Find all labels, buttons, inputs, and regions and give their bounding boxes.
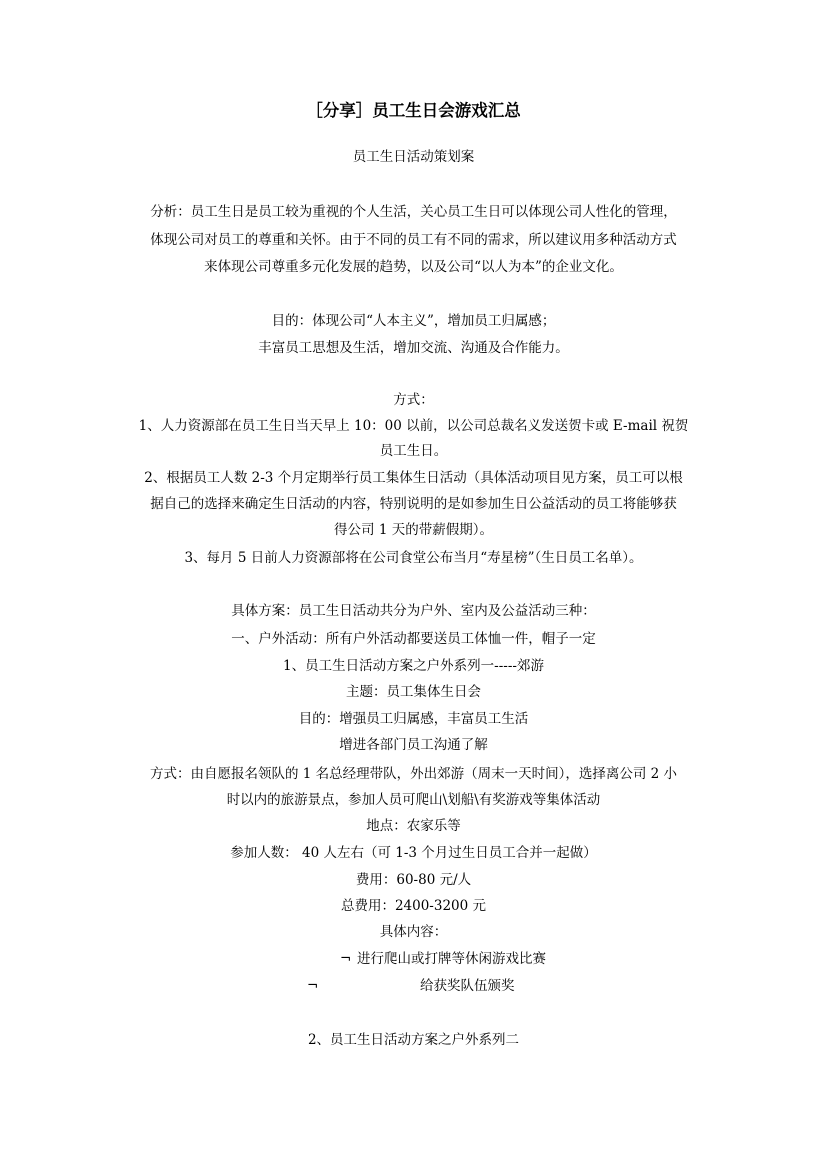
- analysis-line: 分析：员工生日是员工较为重视的个人生活，关心员工生日可以体现公司人性化的管理，: [150, 204, 677, 220]
- method-line: 得公司 1 天的带薪假期）。: [334, 522, 493, 538]
- method-line: 1、人力资源部在员工生日当天早上 10：00 以前，以公司总裁名义发送贺卡或 E-mail 祝贺: [138, 418, 689, 434]
- method-heading: 方式：: [393, 392, 434, 408]
- analysis-line: 来体现公司尊重多元化发展的趋势，以及公司“以人为本”的企业文化。: [204, 259, 623, 275]
- purpose-line: 目的：体现公司“人本主义”，增加员工归属感；: [271, 313, 556, 329]
- analysis-line: 体现公司对员工的尊重和关怀。由于不同的员工有不同的需求，所以建议用多种活动方式: [150, 232, 677, 248]
- method-line: 员工生日。: [379, 443, 448, 459]
- plan-line: 一、户外活动：所有户外活动都要送员工体恤一件，帽子一定: [231, 631, 596, 647]
- method-line: 据自己的选择来确定生日活动的内容，特别说明的是如参加生日公益活动的员工将能够获: [150, 496, 677, 512]
- plan-line: 地点：农家乐等: [366, 818, 461, 834]
- section-heading: 2、员工生日活动方案之户外系列二: [307, 1032, 520, 1048]
- plan-line: 具体方案：员工生日活动共分为户外、室内及公益活动三种：: [231, 603, 596, 619]
- plan-line: 费用：60-80 元/人: [355, 872, 472, 888]
- plan-line: 具体内容：: [379, 924, 448, 940]
- plan-line: 主题：员工集体生日会: [346, 684, 481, 700]
- plan-line: 时以内的旅游景点，参加人员可爬山\划船\有奖游戏等集体活动: [226, 792, 601, 808]
- list-item-text: 给获奖队伍颁奖: [420, 978, 515, 994]
- bullet-mark: ¬: [340, 951, 352, 967]
- document-title: ［分享］员工生日会游戏汇总: [306, 101, 521, 120]
- plan-line: 参加人数： 40 人左右（可 1-3 个月过生日员工合并一起做）: [230, 845, 597, 861]
- list-item: [0, 949, 827, 969]
- method-line: 3、每月 5 日前人力资源部将在公司食堂公布当月“寿星榜”（生日员工名单）。: [184, 550, 643, 566]
- list-item: [0, 976, 827, 996]
- list-item-text: 进行爬山或打牌等休闲游戏比赛: [357, 951, 546, 967]
- plan-line: 增进各部门员工沟通了解: [339, 737, 488, 753]
- document-subtitle: 员工生日活动策划案: [352, 149, 475, 165]
- plan-line: 目的：增强员工归属感，丰富员工生活: [298, 711, 529, 727]
- purpose-line: 丰富员工思想及生活，增加交流、沟通及合作能力。: [258, 340, 569, 356]
- bullet-mark: ¬: [307, 978, 319, 994]
- plan-line: 方式：由自愿报名领队的 1 名总经理带队，外出郊游（周末一天时间），选择离公司 2 小: [149, 766, 678, 782]
- method-line: 2、根据员工人数 2-3 个月定期举行员工集体生日活动（具体活动项目见方案，员工可以根: [144, 470, 683, 486]
- plan-line: 总费用：2400-3200 元: [340, 898, 487, 914]
- plan-line: 1、员工生日活动方案之户外系列一-----郊游: [283, 658, 544, 674]
